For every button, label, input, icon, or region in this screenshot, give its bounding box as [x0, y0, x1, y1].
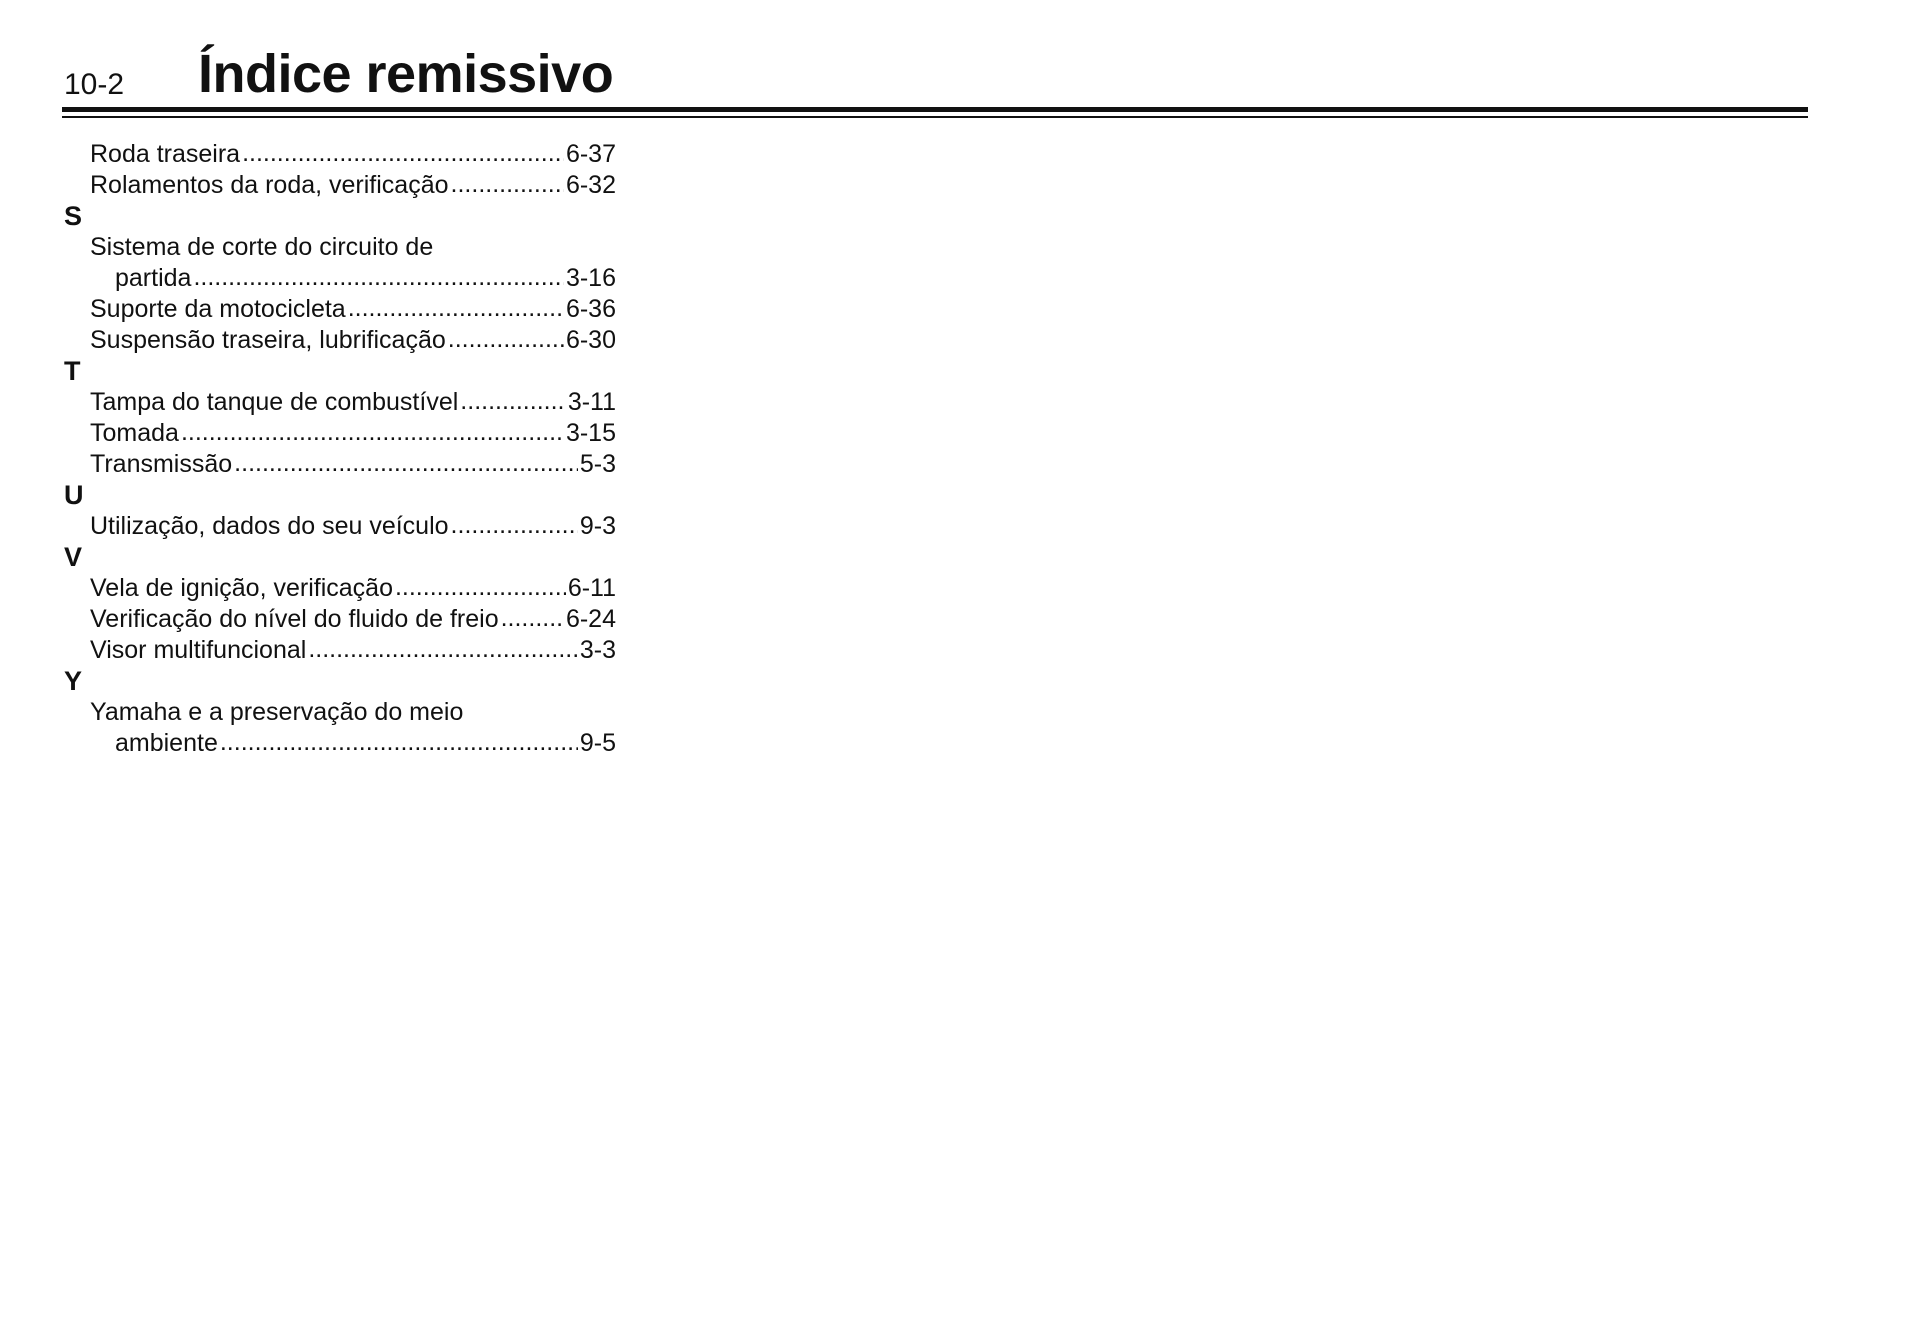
- entry-label: Roda traseira: [90, 140, 241, 168]
- dot-leader: [220, 727, 578, 758]
- entry-page: 6-32: [565, 171, 616, 199]
- entry-page: 9-3: [579, 512, 616, 540]
- entry-label: Vela de ignição, verificação: [90, 574, 393, 602]
- index-entry: [64, 139, 616, 170]
- header-rule-thick: [62, 107, 1808, 112]
- dot-leader: [451, 510, 578, 541]
- entry-label: Transmissão: [90, 450, 233, 478]
- entry-page: 9-5: [579, 729, 616, 757]
- dot-leader: [451, 169, 564, 200]
- entry-page: 6-36: [565, 295, 616, 323]
- index-entry: [64, 604, 616, 635]
- dot-leader: [242, 138, 564, 169]
- index-letter-heading: V: [64, 542, 83, 572]
- page-title: Índice remissivo: [198, 44, 614, 104]
- dot-leader: [501, 603, 564, 634]
- entry-page: 3-16: [565, 264, 616, 292]
- entry-label: Suporte da motocicleta: [90, 295, 346, 323]
- index-entry: [64, 728, 616, 759]
- dot-leader: [193, 262, 564, 293]
- entry-label: Utilização, dados do seu veículo: [90, 512, 449, 540]
- index-entry-first-line: Sistema de corte do circuito de: [90, 233, 434, 261]
- entry-page: 6-24: [565, 605, 616, 633]
- dot-leader: [395, 572, 566, 603]
- entry-page: 6-11: [567, 574, 616, 602]
- dot-leader: [308, 634, 578, 665]
- entry-label: ambiente: [115, 729, 218, 757]
- header-rule-thin: [62, 116, 1808, 118]
- page-number: 10-2: [64, 68, 125, 101]
- index-entry: [64, 511, 616, 542]
- dot-leader: [348, 293, 564, 324]
- index-letter-heading: T: [64, 356, 81, 386]
- entry-page: 6-30: [565, 326, 616, 354]
- entry-page: 3-3: [579, 636, 616, 664]
- index-entry: [64, 325, 616, 356]
- entry-page: 6-37: [565, 140, 616, 168]
- entry-label: Tampa do tanque de combustível: [90, 388, 459, 416]
- entry-label: Verificação do nível do fluido de freio: [90, 605, 499, 633]
- index-entry: [64, 635, 616, 666]
- entry-label: Rolamentos da roda, verificação: [90, 171, 449, 199]
- index-letter-heading: S: [64, 201, 83, 231]
- dot-leader: [448, 324, 564, 355]
- dot-leader: [181, 417, 564, 448]
- dot-leader: [460, 386, 566, 417]
- index-entry: [64, 263, 616, 294]
- entry-label: Suspensão traseira, lubrificação: [90, 326, 446, 354]
- entry-label: Tomada: [90, 419, 179, 447]
- index-entry: [64, 449, 616, 480]
- index-letter-heading: U: [64, 480, 84, 510]
- entry-page: 3-15: [565, 419, 616, 447]
- index-letter-heading: Y: [64, 666, 83, 696]
- page-header: [64, 44, 1808, 104]
- dot-leader: [234, 448, 578, 479]
- entry-label: partida: [115, 264, 192, 292]
- index-column: [64, 139, 616, 759]
- index-entry: [64, 387, 616, 418]
- index-entry: [64, 573, 616, 604]
- entry-label: Visor multifuncional: [90, 636, 307, 664]
- index-entry: [64, 418, 616, 449]
- entry-page: 5-3: [579, 450, 616, 478]
- index-entry: [64, 170, 616, 201]
- entry-page: 3-11: [567, 388, 616, 416]
- index-entry: [64, 294, 616, 325]
- index-entry-first-line: Yamaha e a preservação do meio: [90, 698, 464, 726]
